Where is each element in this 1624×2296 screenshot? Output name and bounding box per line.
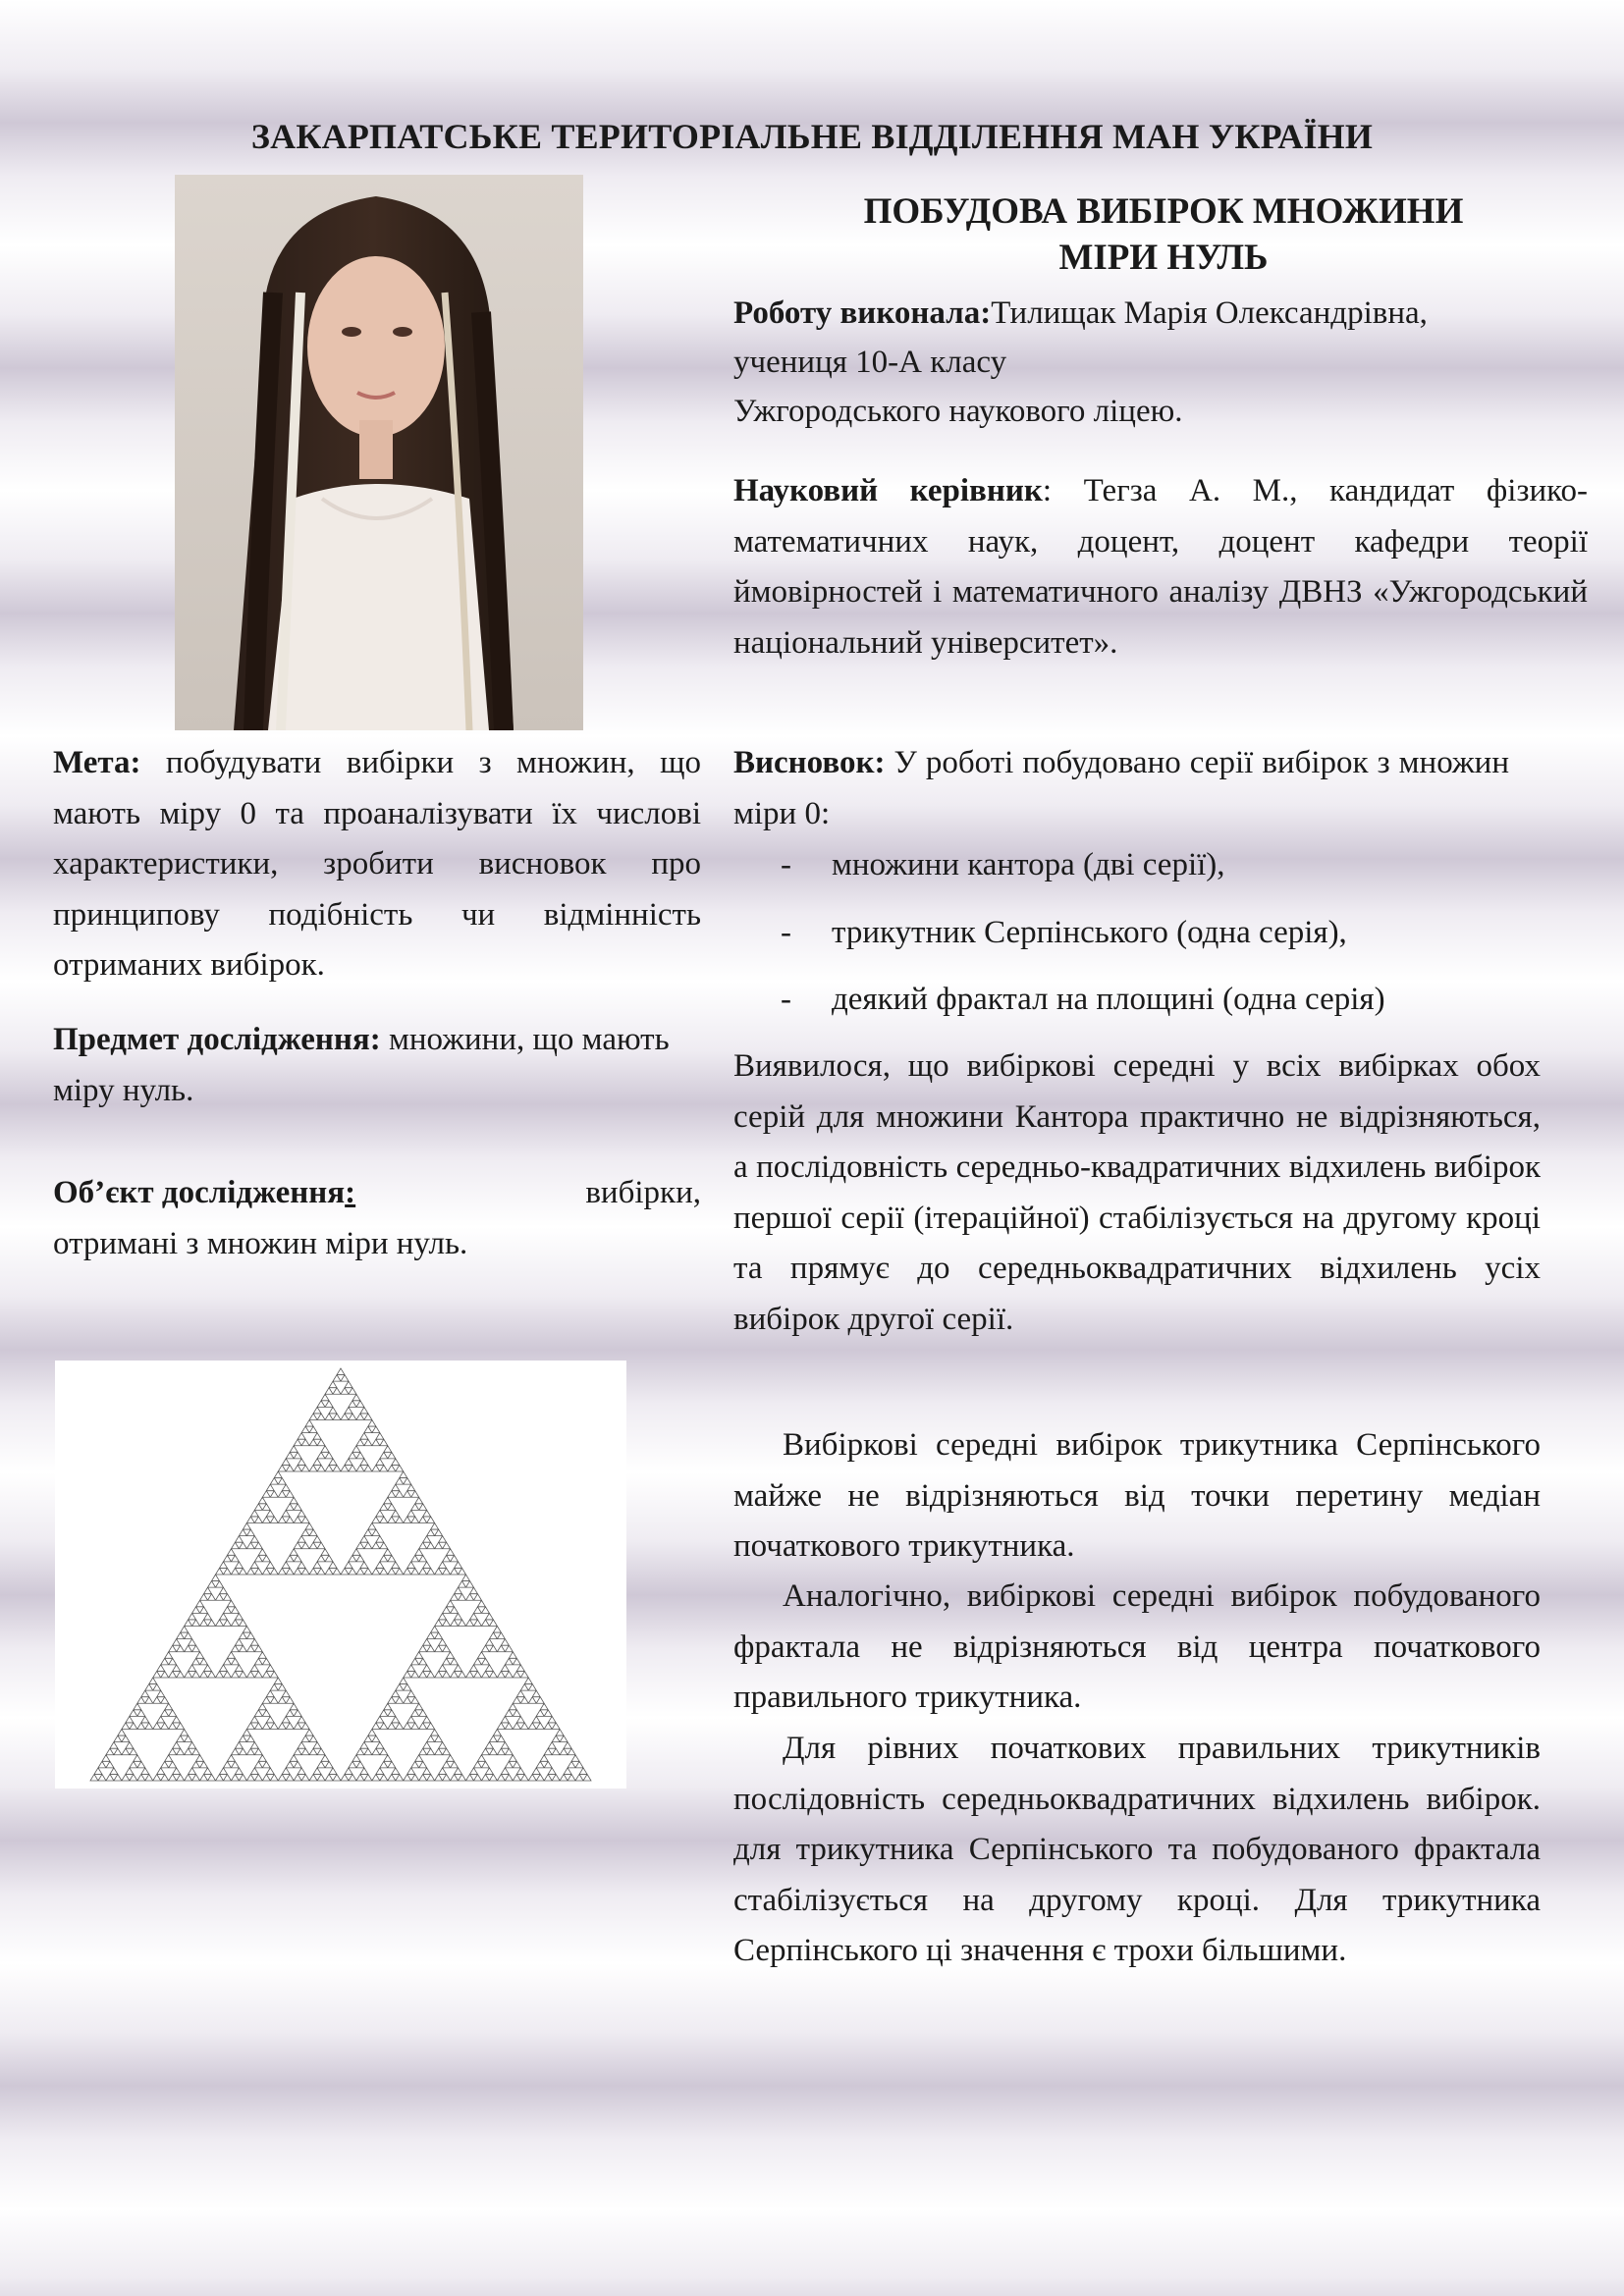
- object-label: Об’єкт дослідження: [53, 1175, 346, 1210]
- conclusion-paragraph-deviation: Для рівних початкових правильних трикутників послідовність середньоквадратичних відхилень вибірок. для трикутника Серпінського та побудованого фрактала стабілізується на другому кроці. Для трикутника Серпінського ці значення є трохи більшими.: [733, 1731, 1541, 1968]
- list-item: [781, 910, 1527, 955]
- object-colon: :: [345, 1175, 356, 1210]
- conclusion-label: Висновок:: [733, 745, 886, 780]
- author-class: учениця 10-А класу: [733, 345, 1007, 380]
- supervisor-text: : Тегза А. М., кандидат фізико-математичних наук, доцент, доцент кафедри теорії ймовірностей і математичного аналізу ДВНЗ «Ужгородський національний університет».: [733, 473, 1589, 661]
- conclusion-text: У роботі побудовано серії вибірок з множин міри 0:: [733, 745, 1509, 831]
- subject-block: [53, 1015, 701, 1116]
- goal-text: побудувати вибірки з множин, що мають міру 0 та проаналізувати їх числові характеристики, зробити висновок про принципову подібність чи відмінність отриманих вибірок.: [53, 745, 701, 983]
- conclusion-paragraph-fractal: Аналогічно, вибіркові середні вибірок побудованого фрактала не відрізняються від центра початкового правильного трикутника.: [733, 1578, 1541, 1715]
- title-line-1: ПОБУДОВА ВИБІРОК МНОЖИНИ: [863, 191, 1464, 232]
- conclusion-block: [733, 738, 1509, 839]
- conclusion-paragraph-cantor: Виявилося, що вибіркові середні у всіх вибірках обох серій для множини Кантора практично не відрізняються, а послідовність середньо-квадратичних відхилень вибірок першої серії (ітераційної) стабілізується на другому кроці та прямує до середньоквадратичних відхилень усіх вибірок другої серії.: [733, 1048, 1541, 1337]
- goal-block: [53, 738, 701, 991]
- supervisor-block: [733, 466, 1588, 668]
- list-item-text: деякий фрактал на площині (одна серія): [832, 982, 1385, 1017]
- list-dash: -: [781, 914, 791, 950]
- supervisor-label: Науковий керівник: [733, 473, 1043, 508]
- object-text: отримані з множин міри нуль.: [53, 1225, 468, 1261]
- subject-text: множини, що мають міру нуль.: [53, 1022, 670, 1108]
- conclusion-list: [781, 842, 1527, 1044]
- list-dash: -: [781, 847, 791, 882]
- list-item-text: трикутник Серпінського (одна серія),: [832, 914, 1347, 950]
- sierpinski-figure: [55, 1361, 626, 1789]
- list-item: [781, 842, 1527, 887]
- author-block: [733, 289, 1588, 436]
- list-dash: -: [781, 982, 791, 1017]
- object-word: вибірки,: [585, 1175, 701, 1210]
- author-photo: [175, 175, 583, 730]
- goal-label: Мета:: [53, 745, 141, 780]
- sierpinski-triangle-image: [55, 1361, 626, 1789]
- sierpinski-lines: [90, 1368, 591, 1781]
- organization-heading: ЗАКАРПАТСЬКЕ ТЕРИТОРІАЛЬНЕ ВІДДІЛЕННЯ МАН УКРАЇНИ: [250, 117, 1374, 156]
- conclusion-paragraph-sierpinski: Вибіркові середні вибірок трикутника Серпінського майже не відрізняються від точки перетину медіан початкового трикутника.: [733, 1427, 1541, 1564]
- title-line-2: МІРИ НУЛЬ: [1058, 238, 1269, 278]
- author-label: Роботу виконала:: [733, 295, 992, 331]
- subject-label: Предмет дослідження:: [53, 1022, 381, 1057]
- list-item-text: множини кантора (дві серії),: [832, 847, 1225, 882]
- author-school: Ужгородського наукового ліцею.: [733, 394, 1183, 429]
- object-block: [53, 1168, 701, 1269]
- poster-title: [722, 188, 1605, 281]
- author-name: Тилищак Марія Олександрівна,: [991, 295, 1428, 331]
- portrait-illustration: [175, 175, 583, 730]
- list-item: [781, 977, 1527, 1022]
